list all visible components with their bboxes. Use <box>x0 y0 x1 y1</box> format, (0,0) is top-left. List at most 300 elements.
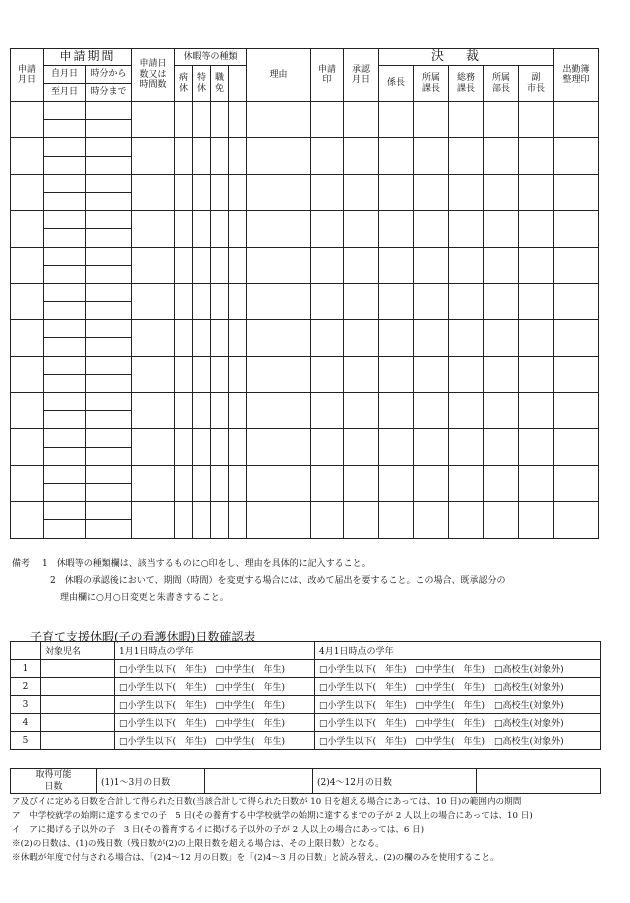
cell-approval-date[interactable] <box>344 356 379 392</box>
cell-approver-deputy[interactable] <box>519 247 554 283</box>
cell-attendance-seal[interactable] <box>554 356 599 392</box>
kind-blank <box>229 66 247 102</box>
cell-kind-duty-exempt[interactable] <box>211 138 229 174</box>
cell-approver-chief[interactable] <box>379 502 414 538</box>
cell-kind-special[interactable] <box>193 465 211 501</box>
remark-1: 1 休暇等の種類欄は、該当するものに○印をし、理由を具体的に記入すること。 <box>42 559 371 569</box>
cell-seal[interactable] <box>311 211 344 247</box>
cell-reason[interactable] <box>247 393 311 429</box>
cell-to-time[interactable] <box>86 447 132 465</box>
days-apr-dec-label: (2)4～12月の日数 <box>313 769 477 794</box>
cell-approver-general[interactable] <box>449 174 484 210</box>
cell-days-hours[interactable] <box>132 320 175 356</box>
cell-approver-chief[interactable] <box>379 138 414 174</box>
cell-to-time[interactable] <box>86 229 132 247</box>
remark-2: 2 休暇の承認後において、期間（時間）を変更する場合には、改めて届出を要すること。この場合、既承認分の <box>50 576 506 586</box>
cell-to-day[interactable] <box>44 265 86 283</box>
cell-approver-deputy[interactable] <box>519 393 554 429</box>
cell-approver-section[interactable] <box>414 502 449 538</box>
cell-from-day[interactable] <box>44 174 86 192</box>
cell-days-hours[interactable] <box>132 356 175 392</box>
cell-days-hours[interactable] <box>132 465 175 501</box>
cell-approval-date[interactable] <box>344 502 379 538</box>
cell-kind-sick[interactable] <box>175 247 193 283</box>
cell-from-time[interactable] <box>86 429 132 447</box>
kind-duty-exempt: 職 免 <box>211 66 229 102</box>
cell-kind-blank[interactable] <box>229 102 247 138</box>
child-name-cell[interactable] <box>41 714 115 732</box>
cell-attendance-seal[interactable] <box>554 283 599 319</box>
cell-approver-section[interactable] <box>414 174 449 210</box>
cell-attendance-seal[interactable] <box>554 247 599 283</box>
cell-kind-sick[interactable] <box>175 320 193 356</box>
cell-seal[interactable] <box>311 138 344 174</box>
cell-approver-section[interactable] <box>414 320 449 356</box>
cell-approver-general[interactable] <box>449 393 484 429</box>
childcare-section-title: 子育て支援休暇(子の看護休暇)日数確認表 <box>30 630 256 644</box>
cell-reason[interactable] <box>247 174 311 210</box>
footer-line: ア 中学校就学の始期に達するまでの子 5 日(その養育する中学校就学の始期に達するまでの子が 2 人以上の場合にあっては、10 日) <box>12 811 533 821</box>
cell-kind-blank[interactable] <box>229 465 247 501</box>
cell-to-time[interactable] <box>86 156 132 174</box>
cell-to-day[interactable] <box>44 520 86 538</box>
cell-attendance-seal[interactable] <box>554 465 599 501</box>
cell-approval-date[interactable] <box>344 102 379 138</box>
cell-kind-blank[interactable] <box>229 429 247 465</box>
cell-approval-date[interactable] <box>344 320 379 356</box>
cell-kind-duty-exempt[interactable] <box>211 174 229 210</box>
cell-from-day[interactable] <box>44 211 86 229</box>
header-reason: 理由 <box>247 49 311 102</box>
cell-approver-dept[interactable] <box>484 502 519 538</box>
cell-kind-sick[interactable] <box>175 393 193 429</box>
cell-seal[interactable] <box>311 320 344 356</box>
cell-days-hours[interactable] <box>132 174 175 210</box>
cell-approver-section[interactable] <box>414 465 449 501</box>
entry-row <box>11 138 599 156</box>
entry-row <box>11 465 599 483</box>
cell-from-time[interactable] <box>86 356 132 374</box>
header-from-day: 自月日 <box>44 66 86 84</box>
child-row <box>11 660 601 678</box>
cell-approver-dept[interactable] <box>484 393 519 429</box>
cell-seal[interactable] <box>311 356 344 392</box>
cell-kind-blank[interactable] <box>229 283 247 319</box>
cell-to-day[interactable] <box>44 338 86 356</box>
cell-kind-sick[interactable] <box>175 138 193 174</box>
cell-approver-chief[interactable] <box>379 320 414 356</box>
cell-approver-section[interactable] <box>414 356 449 392</box>
cell-from-day[interactable] <box>44 102 86 120</box>
cell-seal[interactable] <box>311 502 344 538</box>
header-to-time: 時分まで <box>86 84 132 102</box>
header-to-day: 至月日 <box>44 84 86 102</box>
cell-seal[interactable] <box>311 429 344 465</box>
cell-kind-duty-exempt[interactable] <box>211 320 229 356</box>
cell-approver-general[interactable] <box>449 502 484 538</box>
cell-approver-dept[interactable] <box>484 102 519 138</box>
cell-to-day[interactable] <box>44 192 86 210</box>
cell-kind-special[interactable] <box>193 211 211 247</box>
cell-application-date[interactable] <box>11 429 44 465</box>
cell-kind-duty-exempt[interactable] <box>211 502 229 538</box>
cell-application-date[interactable] <box>11 356 44 392</box>
cell-approval-date[interactable] <box>344 138 379 174</box>
cell-from-time[interactable] <box>86 283 132 301</box>
cell-kind-blank[interactable] <box>229 393 247 429</box>
cell-approver-deputy[interactable] <box>519 356 554 392</box>
cell-attendance-seal[interactable] <box>554 502 599 538</box>
cell-to-time[interactable] <box>86 192 132 210</box>
cell-application-date[interactable] <box>11 465 44 501</box>
cell-attendance-seal[interactable] <box>554 429 599 465</box>
cell-approver-deputy[interactable] <box>519 138 554 174</box>
cell-kind-duty-exempt[interactable] <box>211 211 229 247</box>
cell-to-day[interactable] <box>44 156 86 174</box>
entry-row <box>11 211 599 229</box>
header-from-time: 時分から <box>86 66 132 84</box>
cell-approver-general[interactable] <box>449 320 484 356</box>
cell-approver-dept[interactable] <box>484 138 519 174</box>
child-header-name: 対象児名 <box>41 642 115 660</box>
cell-application-date[interactable] <box>11 320 44 356</box>
cell-approver-general[interactable] <box>449 356 484 392</box>
entry-row <box>11 102 599 120</box>
cell-kind-sick[interactable] <box>175 429 193 465</box>
cell-kind-sick[interactable] <box>175 465 193 501</box>
child-header-blank <box>11 642 41 660</box>
cell-from-day[interactable] <box>44 502 86 520</box>
cell-approver-section[interactable] <box>414 247 449 283</box>
cell-to-time[interactable] <box>86 120 132 138</box>
cell-from-time[interactable] <box>86 247 132 265</box>
footer-line: ※休暇が年度で付与される場合は、「(2)4～12 月の日数」を「(2)4～3 月の日数」と読み替え、(2)の欄のみを使用すること。 <box>12 853 499 863</box>
cell-approver-section[interactable] <box>414 393 449 429</box>
cell-approval-date[interactable] <box>344 174 379 210</box>
cell-approver-chief[interactable] <box>379 356 414 392</box>
cell-approver-deputy[interactable] <box>519 174 554 210</box>
cell-from-time[interactable] <box>86 502 132 520</box>
cell-approver-deputy[interactable] <box>519 211 554 247</box>
header-approval-date: 承認 月日 <box>344 49 379 102</box>
cell-reason[interactable] <box>247 465 311 501</box>
cell-kind-special[interactable] <box>193 247 211 283</box>
cell-from-time[interactable] <box>86 138 132 156</box>
cell-kind-duty-exempt[interactable] <box>211 429 229 465</box>
header-attendance-seal: 出勤簿 整理印 <box>554 49 599 102</box>
cell-to-time[interactable] <box>86 338 132 356</box>
cell-days-hours[interactable] <box>132 393 175 429</box>
cell-approval-date[interactable] <box>344 465 379 501</box>
child-row-number: 3 <box>11 696 41 714</box>
cell-days-hours[interactable] <box>132 247 175 283</box>
cell-approver-dept[interactable] <box>484 356 519 392</box>
cell-from-time[interactable] <box>86 174 132 192</box>
cell-approver-dept[interactable] <box>484 320 519 356</box>
cell-approval-date[interactable] <box>344 429 379 465</box>
cell-application-date[interactable] <box>11 393 44 429</box>
cell-approver-deputy[interactable] <box>519 283 554 319</box>
remarks-label: 備考 <box>12 559 31 569</box>
cell-approver-chief[interactable] <box>379 102 414 138</box>
cell-approver-section[interactable] <box>414 211 449 247</box>
cell-reason[interactable] <box>247 356 311 392</box>
cell-kind-blank[interactable] <box>229 247 247 283</box>
cell-approver-general[interactable] <box>449 283 484 319</box>
cell-from-time[interactable] <box>86 102 132 120</box>
cell-days-hours[interactable] <box>132 502 175 538</box>
entry-row <box>11 320 599 338</box>
cell-attendance-seal[interactable] <box>554 102 599 138</box>
remark-2-cont: 理由欄に○月○日変更と朱書きすること。 <box>60 593 229 603</box>
cell-kind-blank[interactable] <box>229 320 247 356</box>
entry-row <box>11 247 599 265</box>
child-apr-grade-options[interactable]: □小学生以下( 年生) □中学生( 年生) □高校生(対象外) <box>315 696 601 714</box>
child-apr-grade-options[interactable]: □小学生以下( 年生) □中学生( 年生) □高校生(対象外) <box>315 678 601 696</box>
cell-kind-blank[interactable] <box>229 211 247 247</box>
cell-kind-special[interactable] <box>193 102 211 138</box>
cell-kind-duty-exempt[interactable] <box>211 465 229 501</box>
cell-kind-sick[interactable] <box>175 174 193 210</box>
cell-to-day[interactable] <box>44 120 86 138</box>
cell-to-time[interactable] <box>86 302 132 320</box>
cell-to-time[interactable] <box>86 374 132 392</box>
child-apr-grade-options[interactable]: □小学生以下( 年生) □中学生( 年生) □高校生(対象外) <box>315 714 601 732</box>
cell-approver-dept[interactable] <box>484 283 519 319</box>
approver-general-affairs-manager: 総務 課長 <box>449 66 484 102</box>
cell-approver-chief[interactable] <box>379 283 414 319</box>
cell-approver-chief[interactable] <box>379 174 414 210</box>
cell-approver-dept[interactable] <box>484 429 519 465</box>
cell-days-hours[interactable] <box>132 102 175 138</box>
entry-row <box>11 393 599 411</box>
cell-to-day[interactable] <box>44 374 86 392</box>
child-apr-grade-options[interactable]: □小学生以下( 年生) □中学生( 年生) □高校生(対象外) <box>315 660 601 678</box>
cell-kind-blank[interactable] <box>229 138 247 174</box>
cell-attendance-seal[interactable] <box>554 393 599 429</box>
cell-kind-blank[interactable] <box>229 174 247 210</box>
cell-approver-general[interactable] <box>449 247 484 283</box>
cell-application-date[interactable] <box>11 502 44 538</box>
cell-approver-dept[interactable] <box>484 211 519 247</box>
header-decision: 決裁 <box>379 49 554 66</box>
cell-to-time[interactable] <box>86 520 132 538</box>
cell-from-day[interactable] <box>44 138 86 156</box>
child-name-cell[interactable] <box>41 696 115 714</box>
cell-kind-special[interactable] <box>193 174 211 210</box>
cell-approver-deputy[interactable] <box>519 465 554 501</box>
entry-row <box>11 502 599 520</box>
header-seal: 申請 印 <box>311 49 344 102</box>
cell-attendance-seal[interactable] <box>554 138 599 174</box>
cell-seal[interactable] <box>311 465 344 501</box>
cell-days-hours[interactable] <box>132 429 175 465</box>
cell-application-date[interactable] <box>11 247 44 283</box>
child-jan-grade-options[interactable]: □小学生以下( 年生) □中学生( 年生) <box>115 696 315 714</box>
cell-to-time[interactable] <box>86 411 132 429</box>
cell-reason[interactable] <box>247 211 311 247</box>
header-application-date: 申請 月日 <box>11 49 44 102</box>
cell-from-time[interactable] <box>86 465 132 483</box>
remarks <box>12 556 506 607</box>
cell-to-day[interactable] <box>44 302 86 320</box>
cell-kind-special[interactable] <box>193 283 211 319</box>
cell-kind-duty-exempt[interactable] <box>211 393 229 429</box>
cell-from-day[interactable] <box>44 465 86 483</box>
cell-kind-duty-exempt[interactable] <box>211 356 229 392</box>
child-row <box>11 678 601 696</box>
cell-reason[interactable] <box>247 247 311 283</box>
cell-kind-duty-exempt[interactable] <box>211 247 229 283</box>
cell-from-time[interactable] <box>86 320 132 338</box>
days-apr-dec-value[interactable] <box>477 769 601 794</box>
cell-approver-deputy[interactable] <box>519 102 554 138</box>
cell-approver-general[interactable] <box>449 465 484 501</box>
cell-approver-deputy[interactable] <box>519 320 554 356</box>
child-name-cell[interactable] <box>41 678 115 696</box>
cell-from-day[interactable] <box>44 356 86 374</box>
header-days-hours: 申請日 数又は 時間数 <box>132 49 175 102</box>
child-name-cell[interactable] <box>41 660 115 678</box>
child-apr-grade-options[interactable]: □小学生以下( 年生) □中学生( 年生) □高校生(対象外) <box>315 732 601 750</box>
cell-to-time[interactable] <box>86 483 132 501</box>
header-application-period: 申請期間 <box>44 49 132 66</box>
cell-days-hours[interactable] <box>132 283 175 319</box>
cell-days-hours[interactable] <box>132 211 175 247</box>
child-name-cell[interactable] <box>41 732 115 750</box>
cell-approver-general[interactable] <box>449 102 484 138</box>
child-jan-grade-options[interactable]: □小学生以下( 年生) □中学生( 年生) <box>115 732 315 750</box>
cell-approval-date[interactable] <box>344 393 379 429</box>
cell-to-day[interactable] <box>44 229 86 247</box>
child-row <box>11 732 601 750</box>
cell-seal[interactable] <box>311 283 344 319</box>
header-leave-kinds: 休暇等の種類 <box>175 49 247 66</box>
cell-approver-chief[interactable] <box>379 465 414 501</box>
cell-kind-blank[interactable] <box>229 502 247 538</box>
cell-approver-section[interactable] <box>414 429 449 465</box>
cell-to-time[interactable] <box>86 265 132 283</box>
cell-kind-blank[interactable] <box>229 356 247 392</box>
child-jan-grade-options[interactable]: □小学生以下( 年生) □中学生( 年生) <box>115 678 315 696</box>
entry-row <box>11 356 599 374</box>
cell-approver-general[interactable] <box>449 138 484 174</box>
child-jan-grade-options[interactable]: □小学生以下( 年生) □中学生( 年生) <box>115 714 315 732</box>
cell-from-time[interactable] <box>86 211 132 229</box>
cell-seal[interactable] <box>311 247 344 283</box>
cell-seal[interactable] <box>311 393 344 429</box>
cell-kind-duty-exempt[interactable] <box>211 283 229 319</box>
cell-from-day[interactable] <box>44 283 86 301</box>
cell-approver-section[interactable] <box>414 102 449 138</box>
cell-from-day[interactable] <box>44 247 86 265</box>
approver-deputy-mayor: 副 市長 <box>519 66 554 102</box>
cell-approver-general[interactable] <box>449 429 484 465</box>
cell-reason[interactable] <box>247 102 311 138</box>
cell-attendance-seal[interactable] <box>554 211 599 247</box>
cell-application-date[interactable] <box>11 138 44 174</box>
cell-attendance-seal[interactable] <box>554 174 599 210</box>
cell-approver-general[interactable] <box>449 211 484 247</box>
cell-approval-date[interactable] <box>344 211 379 247</box>
kind-sick: 病 休 <box>175 66 193 102</box>
cell-from-day[interactable] <box>44 429 86 447</box>
cell-seal[interactable] <box>311 102 344 138</box>
cell-kind-sick[interactable] <box>175 283 193 319</box>
cell-application-date[interactable] <box>11 211 44 247</box>
cell-reason[interactable] <box>247 502 311 538</box>
cell-approval-date[interactable] <box>344 247 379 283</box>
cell-from-day[interactable] <box>44 320 86 338</box>
cell-approver-deputy[interactable] <box>519 502 554 538</box>
cell-to-day[interactable] <box>44 411 86 429</box>
cell-approval-date[interactable] <box>344 283 379 319</box>
entry-row <box>11 429 599 447</box>
cell-approver-chief[interactable] <box>379 393 414 429</box>
footer-line: ※(2)の日数は、(1)の残日数（残日数が(2)の上限日数を超える場合は、その上限日数）となる。 <box>12 839 384 849</box>
cell-approver-chief[interactable] <box>379 211 414 247</box>
cell-kind-sick[interactable] <box>175 102 193 138</box>
cell-seal[interactable] <box>311 174 344 210</box>
cell-application-date[interactable] <box>11 102 44 138</box>
cell-reason[interactable] <box>247 429 311 465</box>
cell-application-date[interactable] <box>11 174 44 210</box>
child-jan-grade-options[interactable]: □小学生以下( 年生) □中学生( 年生) <box>115 660 315 678</box>
cell-from-day[interactable] <box>44 393 86 411</box>
approver-chief: 係長 <box>379 66 414 102</box>
cell-approver-deputy[interactable] <box>519 429 554 465</box>
cell-approver-chief[interactable] <box>379 429 414 465</box>
footer-line: ア及びイに定める日数を合計して得られた日数(当該合計して得られた日数が 10 日を超える場合にあっては、10 日)の範囲内の期間 <box>12 797 522 807</box>
cell-from-time[interactable] <box>86 393 132 411</box>
cell-days-hours[interactable] <box>132 138 175 174</box>
approver-section-manager: 所属 課長 <box>414 66 449 102</box>
cell-kind-sick[interactable] <box>175 502 193 538</box>
cell-kind-special[interactable] <box>193 393 211 429</box>
cell-approver-chief[interactable] <box>379 247 414 283</box>
cell-kind-special[interactable] <box>193 138 211 174</box>
cell-kind-special[interactable] <box>193 502 211 538</box>
cell-reason[interactable] <box>247 138 311 174</box>
cell-kind-sick[interactable] <box>175 356 193 392</box>
cell-kind-special[interactable] <box>193 429 211 465</box>
cell-reason[interactable] <box>247 283 311 319</box>
cell-attendance-seal[interactable] <box>554 320 599 356</box>
child-row-number: 5 <box>11 732 41 750</box>
footer-line: イ アに掲げる子以外の子 3 日(その養育するイに掲げる子以外の子が 2 人以上の場合にあっては、6 日) <box>12 825 425 835</box>
child-header-jan-grade: 1月1日時点の学年 <box>115 642 315 660</box>
cell-reason[interactable] <box>247 320 311 356</box>
available-days-label: 取得可能 日数 <box>11 769 97 794</box>
cell-approver-dept[interactable] <box>484 247 519 283</box>
cell-approver-section[interactable] <box>414 138 449 174</box>
cell-to-day[interactable] <box>44 447 86 465</box>
cell-kind-special[interactable] <box>193 356 211 392</box>
days-jan-mar-label: (1)1～3月の日数 <box>97 769 205 794</box>
cell-approver-dept[interactable] <box>484 465 519 501</box>
footer-notes <box>12 795 533 865</box>
cell-kind-sick[interactable] <box>175 211 193 247</box>
childcare-days-table <box>10 641 601 750</box>
cell-to-day[interactable] <box>44 483 86 501</box>
cell-application-date[interactable] <box>11 283 44 319</box>
cell-approver-section[interactable] <box>414 283 449 319</box>
cell-kind-special[interactable] <box>193 320 211 356</box>
days-jan-mar-value[interactable] <box>205 769 313 794</box>
child-row-number: 2 <box>11 678 41 696</box>
cell-kind-duty-exempt[interactable] <box>211 102 229 138</box>
cell-approver-dept[interactable] <box>484 174 519 210</box>
